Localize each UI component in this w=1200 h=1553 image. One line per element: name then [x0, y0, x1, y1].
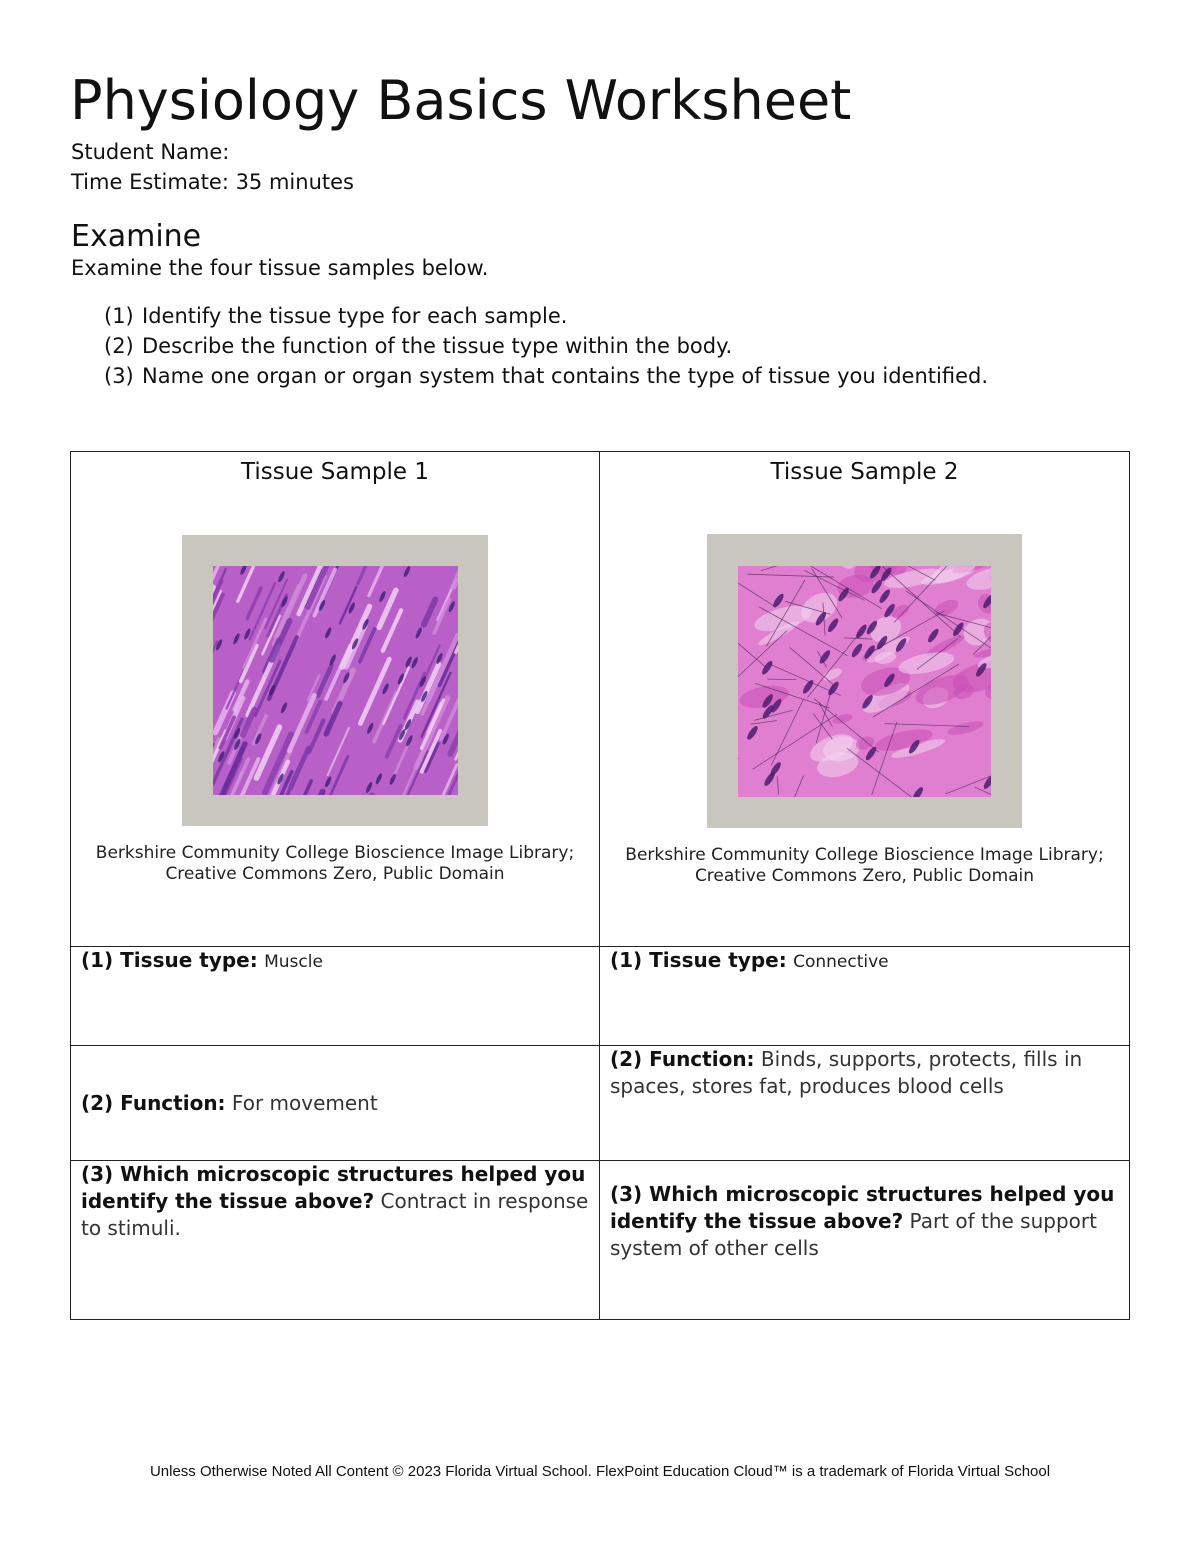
tissue-table: [70, 451, 1130, 1320]
student-name-label: Student Name:: [71, 140, 230, 164]
tissue-type-label: (1) Tissue type:: [81, 948, 258, 972]
function-answer[interactable]: For movement: [231, 1090, 378, 1115]
instruction-text: Describe the function of the tissue type within the body.: [142, 334, 733, 358]
page-title: Physiology Basics Worksheet: [70, 69, 852, 132]
sample-1-structures-cell: [71, 1161, 600, 1320]
sample-2-image-cell: [600, 452, 1130, 947]
instruction-item: [104, 331, 988, 361]
tissue-type-label: (1) Tissue type:: [610, 948, 787, 972]
sample-1-type-cell: [71, 947, 600, 1046]
structures-answer[interactable]: Part of the support system of other cells: [610, 1209, 1097, 1260]
instruction-item: [104, 301, 988, 331]
tissue-type-answer[interactable]: Muscle: [264, 952, 323, 972]
instruction-text: Identify the tissue type for each sample.: [142, 304, 568, 328]
function-answer[interactable]: Binds, supports, protects, fills in spaces, stores fat, produces blood cells: [610, 1047, 1083, 1098]
sample-2-structures-cell: [600, 1161, 1130, 1320]
caption-line: Creative Commons Zero, Public Domain: [694, 866, 1035, 886]
worksheet-meta: [71, 137, 354, 197]
section-heading: Examine: [71, 219, 202, 254]
sample-1-image-cell: [71, 452, 600, 947]
instruction-list: [104, 301, 988, 391]
sample-2-caption: [610, 845, 1119, 887]
sample-2-type-cell: [600, 947, 1130, 1046]
tissue-type-answer[interactable]: Connective: [793, 952, 889, 972]
instruction-text: Name one organ or organ system that contains the type of tissue you identified.: [142, 364, 988, 388]
sample-2-title: Tissue Sample 2: [770, 459, 959, 485]
intro-text: Examine the four tissue samples below.: [71, 256, 489, 280]
function-label: (2) Function:: [610, 1047, 755, 1071]
caption-line: Creative Commons Zero, Public Domain: [165, 864, 505, 884]
instruction-item: [104, 361, 988, 391]
footer-copyright: Unless Otherwise Noted All Content © 2023 Florida Virtual School. FlexPoint Education Cloud™ is a trademark of Florida Virtual School: [149, 1463, 1051, 1480]
structures-label: (3) Which microscopic structures helped you identify the tissue above?: [610, 1182, 1115, 1233]
sample-1-caption: [81, 843, 589, 885]
time-estimate: Time Estimate: 35 minutes: [71, 170, 354, 194]
structures-answer[interactable]: Contract in response to stimuli.: [81, 1189, 589, 1240]
caption-line: Berkshire Community College Bioscience Image Library;: [625, 845, 1104, 865]
function-label: (2) Function:: [81, 1090, 226, 1115]
connective-tissue-micrograph: [738, 566, 991, 797]
sample-2-image-frame: [707, 534, 1022, 828]
sample-1-image-frame: [182, 535, 488, 826]
instruction-number: (3): [104, 364, 134, 388]
instruction-number: (2): [104, 334, 134, 358]
sample-1-title: Tissue Sample 1: [241, 459, 429, 485]
sample-1-function-cell: [71, 1046, 600, 1161]
muscle-tissue-micrograph: [213, 566, 458, 795]
structures-label: (3) Which microscopic structures helped you identify the tissue above?: [81, 1162, 586, 1213]
instruction-number: (1): [104, 304, 134, 328]
caption-line: Berkshire Community College Bioscience Image Library;: [95, 843, 575, 863]
sample-2-function-cell: [600, 1046, 1130, 1161]
